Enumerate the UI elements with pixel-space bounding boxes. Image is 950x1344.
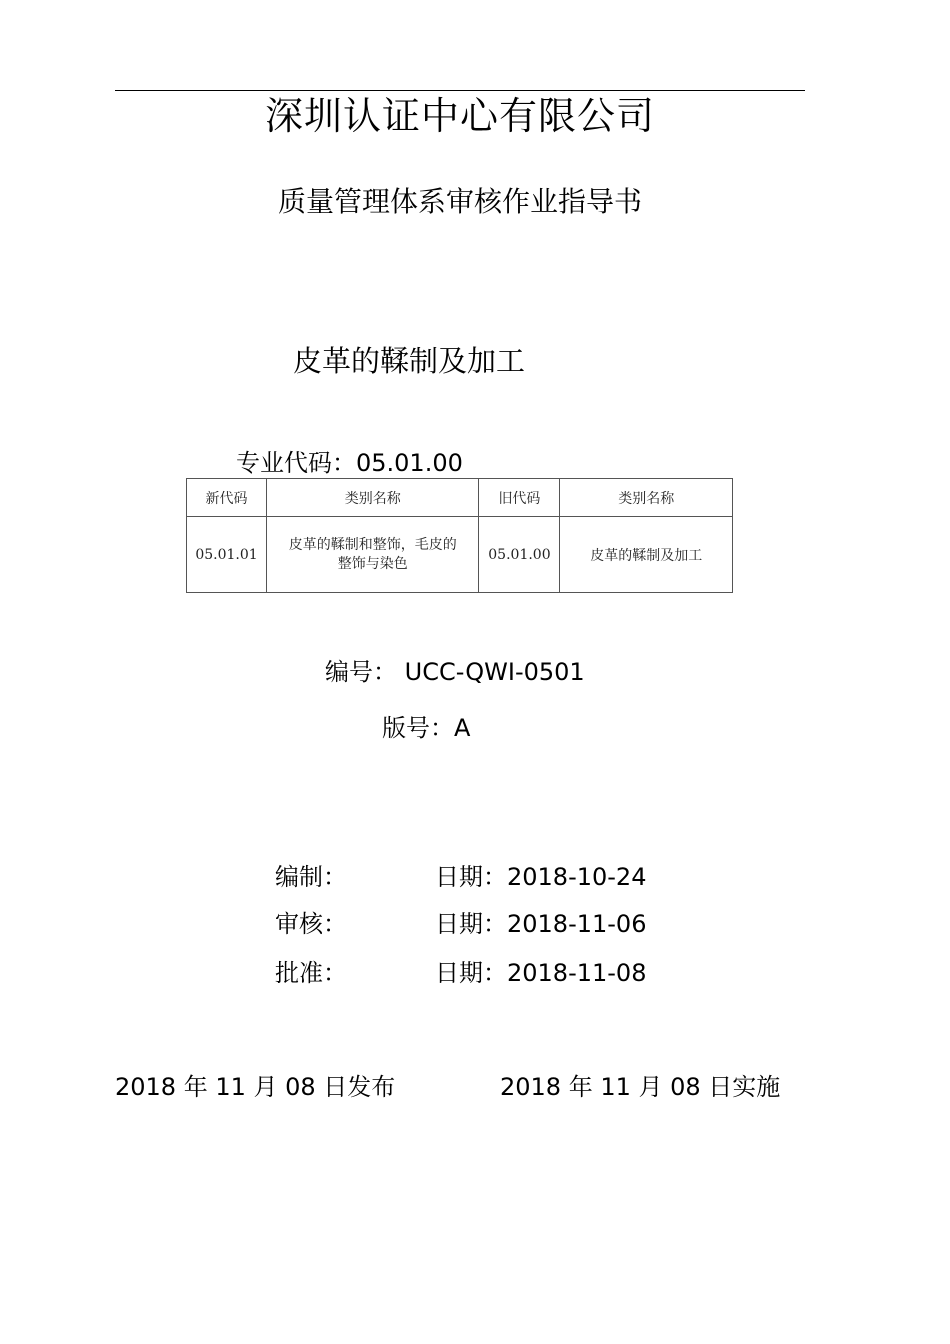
document-type: 质量管理体系审核作业指导书 (277, 185, 642, 218)
table-header-row (187, 479, 733, 517)
table-row (187, 517, 733, 593)
signoff-approved-label: 批准： (275, 959, 347, 987)
cell-new-code: 05.01.01 (187, 517, 267, 593)
cell-old-name: 皮革的鞣制及加工 (560, 517, 733, 593)
company-name: 深圳认证中心有限公司 (264, 94, 655, 138)
cell-new-name-line-1: 皮革的鞣制和整饰，毛皮的 (288, 536, 457, 553)
code-table (186, 478, 733, 593)
subject-title: 皮革的鞣制及加工 (293, 344, 526, 378)
version-number: 版号：A (382, 714, 471, 742)
header-old-code: 旧代码 (479, 479, 560, 517)
signoff-prepared-label: 编制： (275, 863, 347, 891)
release-published: 2018 年 11 月 08 日发布 (115, 1073, 396, 1101)
release-effective: 2018 年 11 月 08 日实施 (500, 1073, 781, 1101)
document-number: 编号： UCC-QWI-0501 (325, 658, 585, 686)
header-new-name: 类别名称 (266, 479, 478, 517)
signoff-reviewed-date: 日期：2018-11-06 (435, 910, 647, 938)
cell-new-name-line-2: 整饰与染色 (337, 555, 408, 572)
specialty-code: 专业代码：05.01.00 (236, 449, 463, 477)
header-old-name: 类别名称 (560, 479, 733, 517)
header-rule (115, 90, 805, 91)
signoff-approved-date: 日期：2018-11-08 (435, 959, 647, 987)
signoff-prepared-date: 日期：2018-10-24 (435, 863, 647, 891)
signoff-reviewed-label: 审核： (275, 910, 347, 938)
header-new-code: 新代码 (187, 479, 267, 517)
cell-new-name (266, 517, 478, 593)
cell-old-code: 05.01.00 (479, 517, 560, 593)
